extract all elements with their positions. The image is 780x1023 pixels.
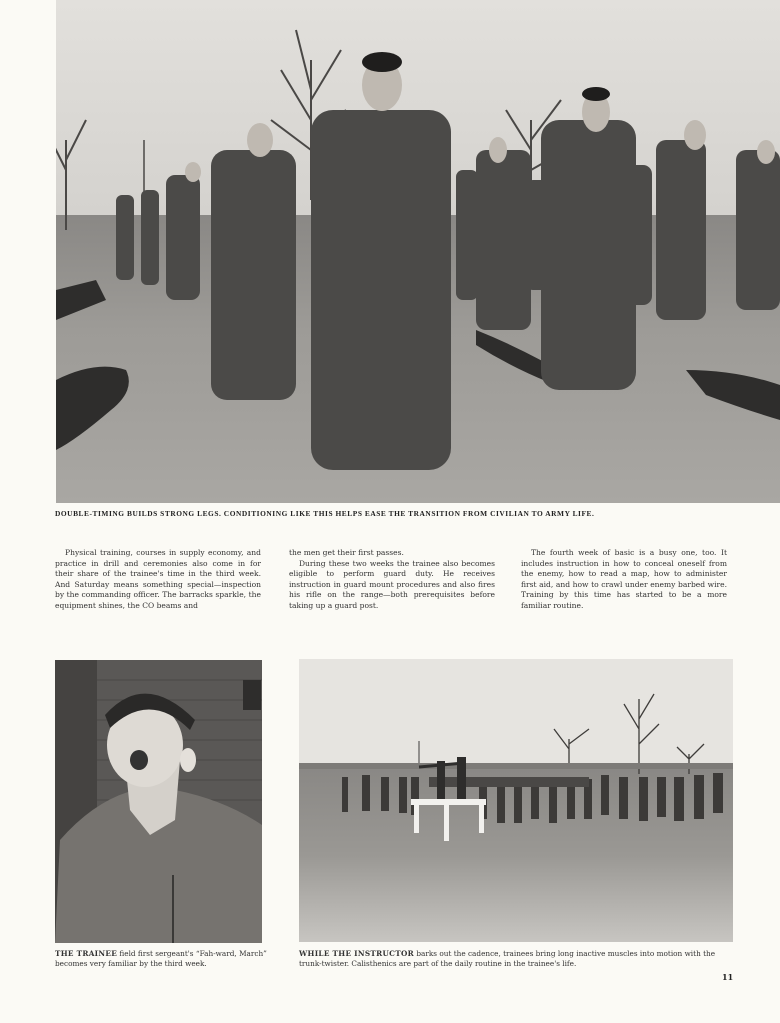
photo-double-timing-image (56, 0, 780, 503)
caption-instructor (299, 949, 739, 968)
caption-trainee-lead: THE TRAINEE (55, 949, 118, 958)
article-paragraph: Physical training, courses in supply economy, and practice in drill and ceremonies also come in for their share of the trainee's time in the third week. And Saturday means something special—inspection by the commanding officer. The barracks sparkle, the equipment shines, the CO beams and (55, 548, 261, 610)
article-paragraph: The fourth week of basic is a busy one, too. It includes instruction in how to conceal oneself from the enemy, how to read a map, how to administer first aid, and how to crawl under enemy barbed wire. Training by this time has started to be a more familiar routine. (521, 548, 727, 610)
photo-trainee (55, 660, 262, 943)
photo-instructor-image (299, 659, 733, 942)
platform (411, 799, 486, 805)
caption-instructor-lead: WHILE THE INSTRUCTOR (299, 949, 415, 958)
article-column-1 (55, 548, 261, 611)
caption-trainee (55, 949, 267, 968)
article-column-2 (289, 548, 495, 611)
photo-double-timing (56, 0, 780, 503)
article-column-3 (521, 548, 727, 611)
caption-instructor-body: barks out the cadence, trainees bring long inactive muscles into motion with the trunk-twister. Calisthenics are part of the daily routine in the trainee's life. (299, 949, 716, 968)
page-number: 11 (722, 972, 734, 982)
photo-instructor (299, 659, 733, 942)
article-paragraph: the men get their first passes. (289, 548, 404, 557)
caption-trainee-body: field first sergeant's “Fah-ward, March” becomes very familiar by the third week. (55, 949, 267, 968)
caption-double-timing: DOUBLE-TIMING BUILDS STRONG LEGS. CONDITIONING LIKE THIS HELPS EASE THE TRANSITION FROM CIVILIAN TO ARMY LIFE. (55, 509, 595, 518)
photo-trainee-image (55, 660, 262, 943)
article-paragraph: During these two weeks the trainee also becomes eligible to perform guard duty. He receives instruction in guard mount procedures and also fires his rifle on the range—both prerequisites before taking up a guard post. (289, 558, 495, 610)
